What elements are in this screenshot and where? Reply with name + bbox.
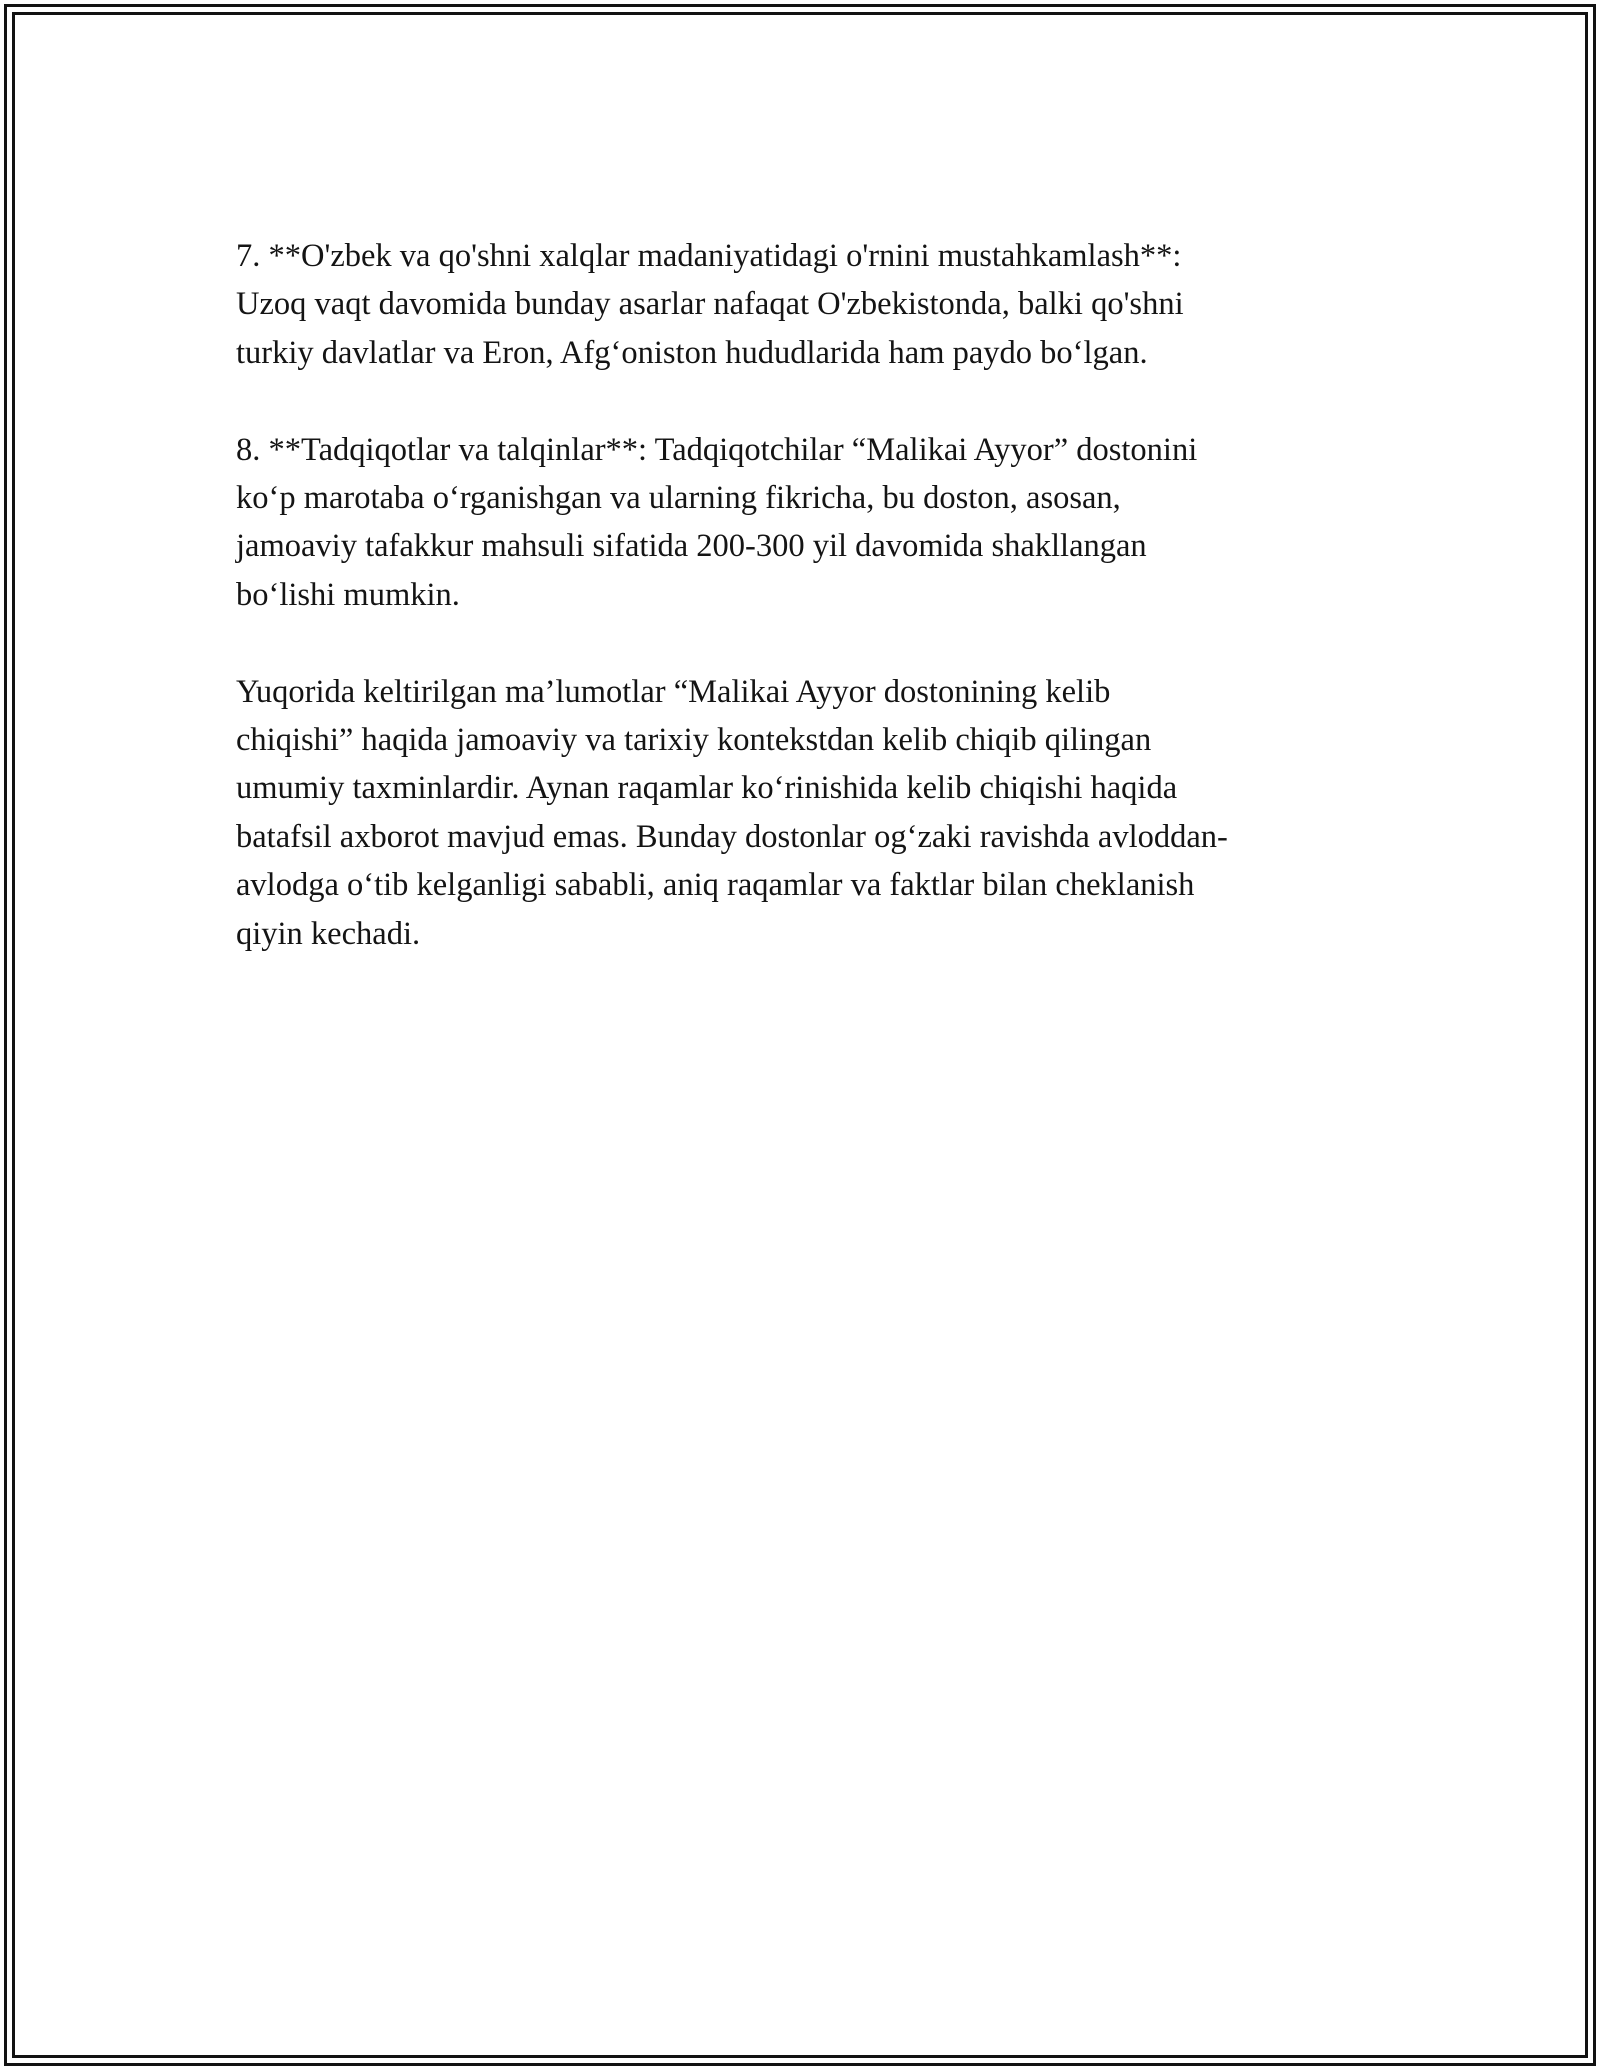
document-body [236,232,1376,1006]
text-line: batafsil axborot mavjud emas. Bunday dostonlar og‘zaki ravishda avloddan- [236,818,1228,855]
text-line: Uzoq vaqt davomida bunday asarlar nafaqat O'zbekistonda, balki qo'shni [236,286,1184,323]
text-line: turkiy davlatlar va Eron, Afg‘oniston hududlarida ham paydo bo‘lgan. [236,334,1148,371]
paragraph-conclusion [236,668,1376,958]
text-line: qiyin kechadi. [236,915,421,952]
text-line: ko‘p marotaba o‘rganishgan va ularning fikricha, bu doston, asosan, [236,480,1121,517]
paragraph-item-7 [236,232,1376,377]
text-line: bo‘lishi mumkin. [236,576,460,613]
paragraph-item-8 [236,426,1376,620]
text-line: avlodga o‘tib kelganligi sababli, aniq raqamlar va faktlar bilan cheklanish [236,867,1195,904]
text-line: chiqishi” haqida jamoaviy va tarixiy kontekstdan kelib chiqib qilingan [236,722,1152,759]
text-line: umumiy taxminlardir. Aynan raqamlar ko‘rinishida kelib chiqishi haqida [236,770,1178,807]
text-line: 8. **Tadqiqotlar va talqinlar**: Tadqiqotchilar “Malikai Ayyor” dostonini [236,431,1198,468]
text-line: Yuqorida keltirilgan ma’lumotlar “Malikai Ayyor dostonining kelib [236,673,1111,710]
text-line: 7. **O'zbek va qo'shni xalqlar madaniyatidagi o'rnini mustahkamlash**: [236,238,1182,274]
text-line: jamoaviy tafakkur mahsuli sifatida 200-300 yil davomida shakllangan [236,528,1147,565]
